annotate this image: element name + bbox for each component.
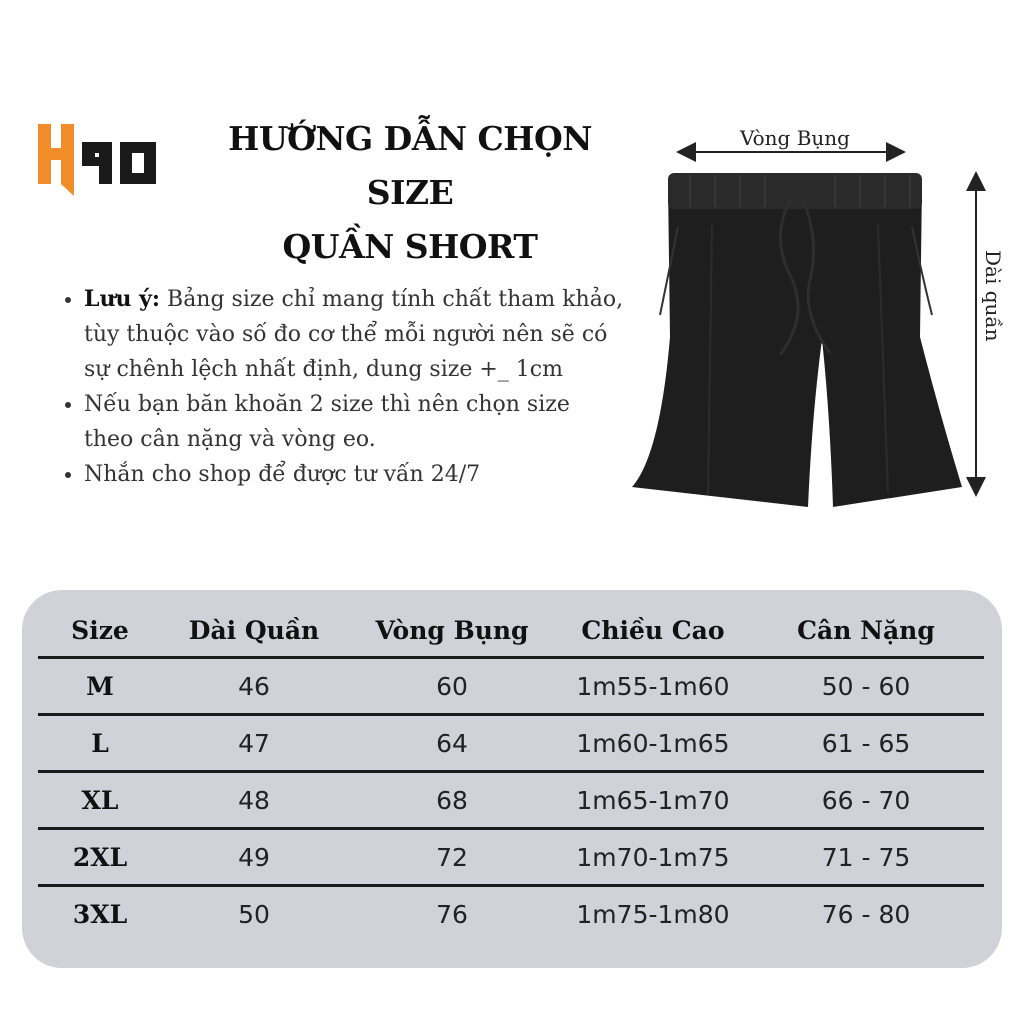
length-cell: 47 bbox=[162, 715, 346, 772]
table-row bbox=[38, 772, 984, 829]
table-row bbox=[38, 715, 984, 772]
waist-cell: 76 bbox=[436, 899, 468, 929]
size-cell: XL bbox=[38, 772, 162, 829]
table-row bbox=[38, 658, 984, 715]
height-cell: 1m75-1m80 bbox=[576, 899, 730, 929]
h90-logo bbox=[36, 120, 160, 200]
height-cell: 1m65-1m70 bbox=[558, 772, 748, 829]
size-cell: M bbox=[38, 658, 162, 715]
length-label: Dài quần bbox=[981, 250, 1005, 342]
size-cell: 2XL bbox=[38, 829, 162, 886]
length-cell: 48 bbox=[162, 772, 346, 829]
length-cell: 50 bbox=[238, 899, 270, 929]
column-header: Cân Nặng bbox=[748, 604, 984, 658]
weight-cell: 71 - 75 bbox=[748, 829, 984, 886]
note-text: Bảng size chỉ mang tính chất tham khảo, tùy thuộc vào số đo cơ thể mỗi người nên sẽ có sự chênh lệch nhất định, dung size +_ 1cm bbox=[84, 287, 624, 382]
note-item bbox=[84, 457, 624, 492]
table-row bbox=[38, 886, 984, 942]
title-line-1: HƯỚNG DẪN CHỌN SIZE bbox=[228, 119, 592, 212]
note-item bbox=[84, 282, 624, 387]
height-cell: 1m55-1m60 bbox=[558, 658, 748, 715]
page-title bbox=[180, 112, 640, 274]
waist-cell: 64 bbox=[346, 715, 558, 772]
length-cell: 46 bbox=[162, 658, 346, 715]
note-text: Nếu bạn băn khoăn 2 size thì nên chọn size theo cân nặng và vòng eo. bbox=[84, 392, 570, 452]
waist-cell: 60 bbox=[346, 658, 558, 715]
weight-cell: 50 - 60 bbox=[748, 658, 984, 715]
weight-cell: 66 - 70 bbox=[748, 772, 984, 829]
black-shorts-icon bbox=[632, 173, 962, 507]
waist-cell: 68 bbox=[346, 772, 558, 829]
height-cell: 1m70-1m75 bbox=[558, 829, 748, 886]
note-item bbox=[84, 387, 624, 457]
waist-label: Vòng Bụng bbox=[740, 126, 850, 150]
note-text: Nhắn cho shop để được tư vấn 24/7 bbox=[84, 462, 481, 487]
column-header: Dài Quần bbox=[162, 604, 346, 658]
column-header: Size bbox=[38, 604, 162, 658]
size-cell: 3XL bbox=[72, 899, 128, 929]
waist-cell: 72 bbox=[346, 829, 558, 886]
weight-cell: 76 - 80 bbox=[821, 899, 911, 929]
notes-list bbox=[60, 282, 624, 492]
weight-cell: 61 - 65 bbox=[748, 715, 984, 772]
column-header: Chiều Cao bbox=[558, 604, 748, 658]
size-cell: L bbox=[38, 715, 162, 772]
height-cell: 1m60-1m65 bbox=[558, 715, 748, 772]
length-cell: 49 bbox=[162, 829, 346, 886]
table-header-row bbox=[38, 604, 984, 658]
table-row bbox=[38, 829, 984, 886]
column-header: Vòng Bụng bbox=[346, 604, 558, 658]
title-line-2: QUẦN SHORT bbox=[282, 227, 538, 266]
size-table bbox=[38, 604, 984, 941]
note-label: Lưu ý: bbox=[84, 286, 161, 312]
shorts-figure bbox=[620, 115, 1005, 515]
